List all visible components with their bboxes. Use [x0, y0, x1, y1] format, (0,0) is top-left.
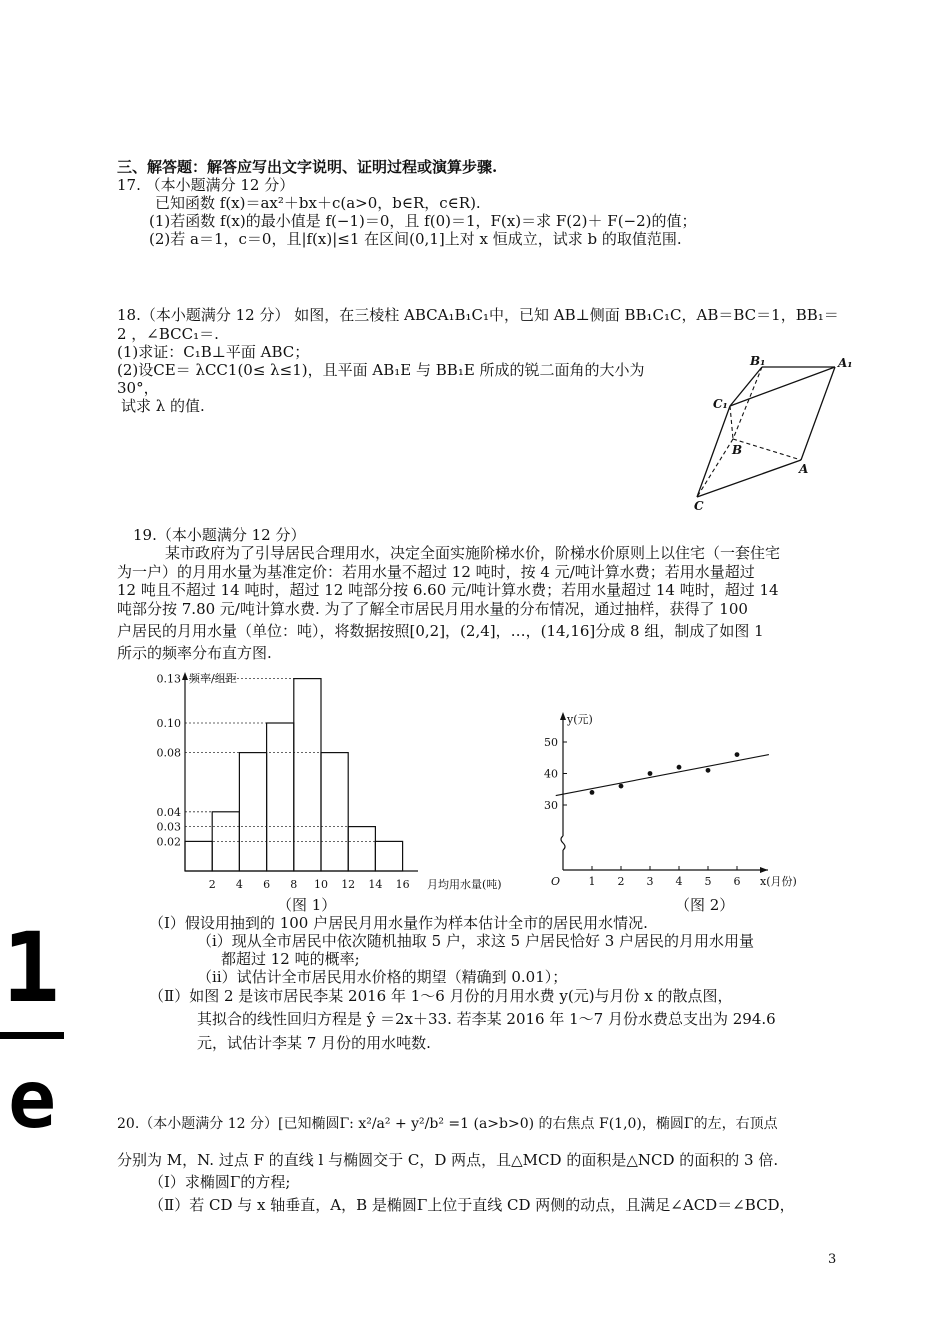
hist-y-tick-label: 0.04: [156, 805, 181, 819]
hist-x-tick-label: 14: [368, 878, 383, 891]
hist-bar: [321, 753, 348, 871]
scatter-axis-break: [561, 836, 565, 850]
q17-line1: 已知函数 f(x)＝ax²＋bx＋c(a>0，b∈R，c∈R).: [155, 194, 481, 212]
fig2-caption: （图 2）: [675, 896, 735, 914]
label-a1: A₁: [838, 356, 853, 370]
scatter-point: [648, 771, 653, 776]
hist-x-tick-label: 10: [314, 878, 328, 891]
hist-bar: [348, 827, 375, 871]
hist-x-tick-label: 16: [395, 878, 410, 891]
hist-x-tick-label: 4: [235, 878, 243, 891]
q19-part-i1b: 都超过 12 吨的概率;: [221, 950, 360, 968]
hist-bar: [267, 723, 294, 871]
scatter-x-tick-label: 4: [675, 875, 683, 888]
prism-figure: [680, 355, 870, 515]
hist-x-tick-label: 8: [290, 878, 298, 891]
hist-bar: [375, 841, 402, 871]
q19-p4: 吨部分按 7.80 元/吨计算水费. 为了了解全市居民月用水量的分布情况，通过抽样，获得了 100: [117, 600, 748, 618]
scatter-y-tick-label: 50: [544, 736, 558, 749]
hist-y-tick-label: 0.13: [156, 672, 181, 686]
q19-p5: 户居民的月用水量（单位：吨），将数据按照[0,2]，(2,4]，…，(14,16]分成 8 组，制成了如图 1: [117, 622, 764, 640]
scatter-x-label: x(月份): [760, 875, 797, 888]
scatter-x-tick-label: 1: [588, 875, 596, 888]
q20-line3: （Ⅰ）求椭圆Γ的方程;: [149, 1173, 291, 1191]
scatter-y-tick-label: 40: [544, 767, 558, 781]
hist-y-tick-label: 0.02: [156, 835, 181, 849]
label-b: B: [732, 443, 743, 457]
q18-line2: 2 ，∠BCC₁＝.: [117, 325, 219, 343]
hist-x-tick-label: 12: [341, 878, 356, 891]
q19-p6: 所示的频率分布直方图.: [117, 644, 272, 662]
scatter-point: [735, 752, 740, 757]
scatter-x-tick-label: 2: [617, 875, 625, 888]
hist-y-arrow: [182, 672, 188, 680]
page-number: 3: [828, 1252, 837, 1267]
q20-line2: 分别为 M，N. 过点 F 的直线 l 与椭圆交于 C，D 两点，且△MCD 的面积是△NCD 的面积的 3 倍.: [117, 1151, 779, 1169]
label-c: C: [694, 499, 704, 513]
scatter-x-tick-label: 6: [733, 875, 741, 888]
scatter-origin-label: O: [551, 875, 561, 888]
scatter-point: [619, 784, 624, 789]
side-mark-divider: [0, 1032, 64, 1039]
fig1-caption: （图 1）: [277, 896, 337, 914]
q19-p2: 为一户）的月用水量为基准定价：若用水量不超过 12 吨时，按 4 元/吨计算水费；若用水量超过: [117, 563, 755, 581]
q17-line3: (2)若 a＝1，c＝0，且|f(x)|≤1 在区间(0,1]上对 x 恒成立，试求 b 的取值范围.: [149, 230, 682, 248]
q17-line2: (1)若函数 f(x)的最小值是 f(−1)＝0，且 f(0)＝1，F(x)＝求 F(2)＋ F(−2)的值；: [149, 212, 697, 230]
q19-part-ii1: （Ⅱ）如图 2 是该市居民李某 2016 年 1～6 月份的月用水费 y(元)与月份 x 的散点图，: [149, 987, 733, 1005]
hist-y-tick-label: 0.08: [156, 746, 181, 760]
label-c1: C₁: [713, 397, 728, 411]
q18-line4: (2)设CE＝ λCC1(0≤ λ≤1)，且平面 AB₁E 与 BB₁E 所成的锐二面角的大小为: [117, 361, 645, 379]
q17-header: 17. （本小题满分 12 分）: [117, 176, 295, 194]
scatter-y-tick-label: 30: [544, 799, 558, 812]
scatter-point: [706, 768, 711, 773]
label-b1: B₁: [750, 355, 766, 368]
hist-bar: [239, 753, 266, 871]
scatter-x-tick-label: 3: [646, 875, 654, 888]
q19-part-i1a: （ⅰ）现从全市居民中依次随机抽取 5 户，求这 5 户居民恰好 3 户居民的月用水用量: [197, 932, 755, 950]
histogram-figure: [150, 668, 510, 900]
q19-part-i2: （ⅱ）试估计全市居民用水价格的期望（精确到 0.01）；: [197, 968, 568, 986]
side-mark-e: e: [8, 1053, 57, 1146]
section-title: 三、解答题：解答应写出文字说明、证明过程或演算步骤.: [117, 158, 498, 176]
q19-part-ii3: 元，试估计李某 7 月份的用水吨数.: [197, 1034, 431, 1052]
hist-x-tick-label: 2: [208, 878, 216, 891]
q20-line4: （Ⅱ）若 CD 与 x 轴垂直，A，B 是椭圆Γ上位于直线 CD 两侧的动点，且满足∠ACD＝∠BCD，: [149, 1196, 795, 1214]
q20-line1: 20.（本小题满分 12 分）[已知椭圆Γ: x²/a² + y²/b² =1 (a>b>0) 的右焦点 F(1,0)，椭圆Γ的左，右顶点: [117, 1116, 778, 1132]
scatter-figure: [530, 705, 800, 895]
hist-y-tick-label: 0.10: [156, 717, 181, 730]
q19-part-i: （Ⅰ）假设用抽到的 100 户居民月用水量作为样本估计全市的居民用水情况.: [149, 914, 648, 932]
q19-header: 19.（本小题满分 12 分）: [133, 526, 306, 544]
scatter-point: [590, 790, 595, 795]
hist-y-label: 频率/组距: [189, 672, 237, 685]
scatter-x-tick-label: 5: [704, 875, 712, 888]
side-mark-1: 1: [2, 912, 60, 1024]
q19-p1: 某市政府为了引导居民合理用水，决定全面实施阶梯水价，阶梯水价原则上以住宅（一套住宅: [165, 544, 781, 562]
label-a: A: [799, 462, 809, 476]
hist-y-tick-label: 0.03: [156, 820, 181, 834]
hist-bar: [294, 679, 321, 871]
q18-line3: (1)求证：C₁B⊥平面 ABC；: [117, 343, 310, 361]
q19-part-ii2: 其拟合的线性回归方程是 ŷ ＝2x＋33. 若李某 2016 年 1～7 月份水费总支出为 294.6: [197, 1010, 776, 1028]
scatter-point: [677, 765, 682, 770]
q18-line6: 试求 λ 的值.: [121, 397, 205, 415]
hist-bar: [185, 841, 212, 871]
scatter-y-arrow: [560, 712, 566, 720]
q18-line5: 30°，: [117, 379, 159, 397]
regression-line: [556, 755, 769, 796]
q19-p3: 12 吨且不超过 14 吨时，超过 12 吨部分按 6.60 元/吨计算水费；若用水量超过 14 吨时，超过 14: [117, 581, 779, 599]
q18-line1: 18.（本小题满分 12 分） 如图，在三棱柱 ABCA₁B₁C₁中，已知 AB⊥侧面 BB₁C₁C，AB＝BC＝1，BB₁＝: [117, 306, 839, 324]
scatter-y-label: y(元): [567, 713, 593, 726]
scatter-x-arrow: [760, 867, 768, 873]
hist-x-tick-label: 6: [263, 878, 271, 891]
hist-x-label: 月均用水量(吨): [427, 878, 502, 891]
